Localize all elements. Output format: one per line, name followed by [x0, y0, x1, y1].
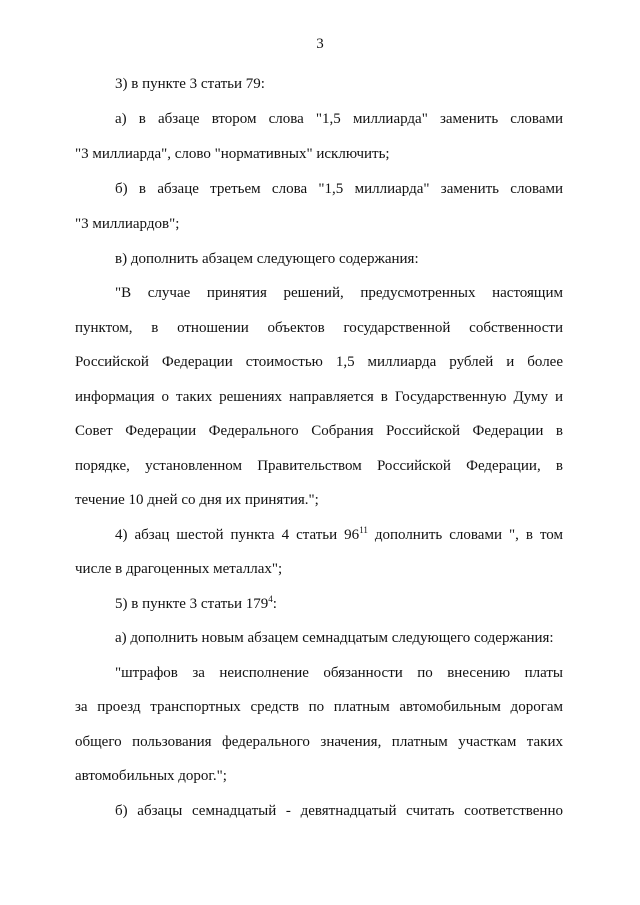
paragraph-line: "штрафов за неисполнение обязанности по внесению платы — [115, 665, 563, 681]
text-segment: 5) в пункте 3 статьи 179 — [115, 596, 269, 612]
paragraph-line — [115, 594, 277, 614]
paragraph-line: а) в абзаце втором слова "1,5 миллиарда" заменить словами — [115, 111, 563, 127]
paragraph-line: 3) в пункте 3 статьи 79: — [115, 76, 265, 92]
paragraph-line: "3 миллиардов"; — [75, 216, 180, 232]
paragraph-line: а) дополнить новым абзацем семнадцатым следующего содержания: — [115, 630, 554, 646]
paragraph-line: пунктом, в отношении объектов государственной собственности — [75, 320, 563, 336]
superscript: 4 — [268, 594, 273, 604]
paragraph-line: общего пользования федерального значения, платным участкам таких — [75, 734, 563, 750]
paragraph-line: числе в драгоценных металлах"; — [75, 561, 283, 577]
paragraph-line: порядке, установленном Правительством Российской Федерации, в — [75, 458, 563, 474]
paragraph-line: б) абзацы семнадцатый - девятнадцатый считать соответственно — [115, 803, 563, 819]
text-segment: 4) абзац шестой пункта 4 статьи 96 — [115, 527, 360, 543]
paragraph-line: в) дополнить абзацем следующего содержания: — [115, 251, 419, 267]
paragraph-line: течение 10 дней со дня их принятия."; — [75, 492, 319, 508]
text-segment: дополнить словами ", в том — [367, 527, 564, 543]
paragraph-line: "В случае принятия решений, предусмотренных настоящим — [115, 285, 563, 301]
page-number: 3 — [316, 36, 324, 52]
paragraph-line: Российской Федерации стоимостью 1,5 миллиарда рублей и более — [75, 354, 563, 370]
paragraph-line: "3 миллиарда", слово "нормативных" исключить; — [75, 146, 390, 162]
paragraph-line: Совет Федерации Федерального Собрания Российской Федерации в — [75, 423, 563, 439]
paragraph-line: б) в абзаце третьем слова "1,5 миллиарда" заменить словами — [115, 181, 563, 197]
superscript: 11 — [359, 525, 368, 535]
paragraph-line: автомобильных дорог."; — [75, 768, 227, 784]
paragraph-line: информация о таких решениях направляется в Государственную Думу и — [75, 389, 563, 405]
paragraph-line: за проезд транспортных средств по платным автомобильным дорогам — [75, 699, 563, 715]
text-segment: : — [272, 596, 277, 612]
paragraph-line — [115, 525, 563, 545]
